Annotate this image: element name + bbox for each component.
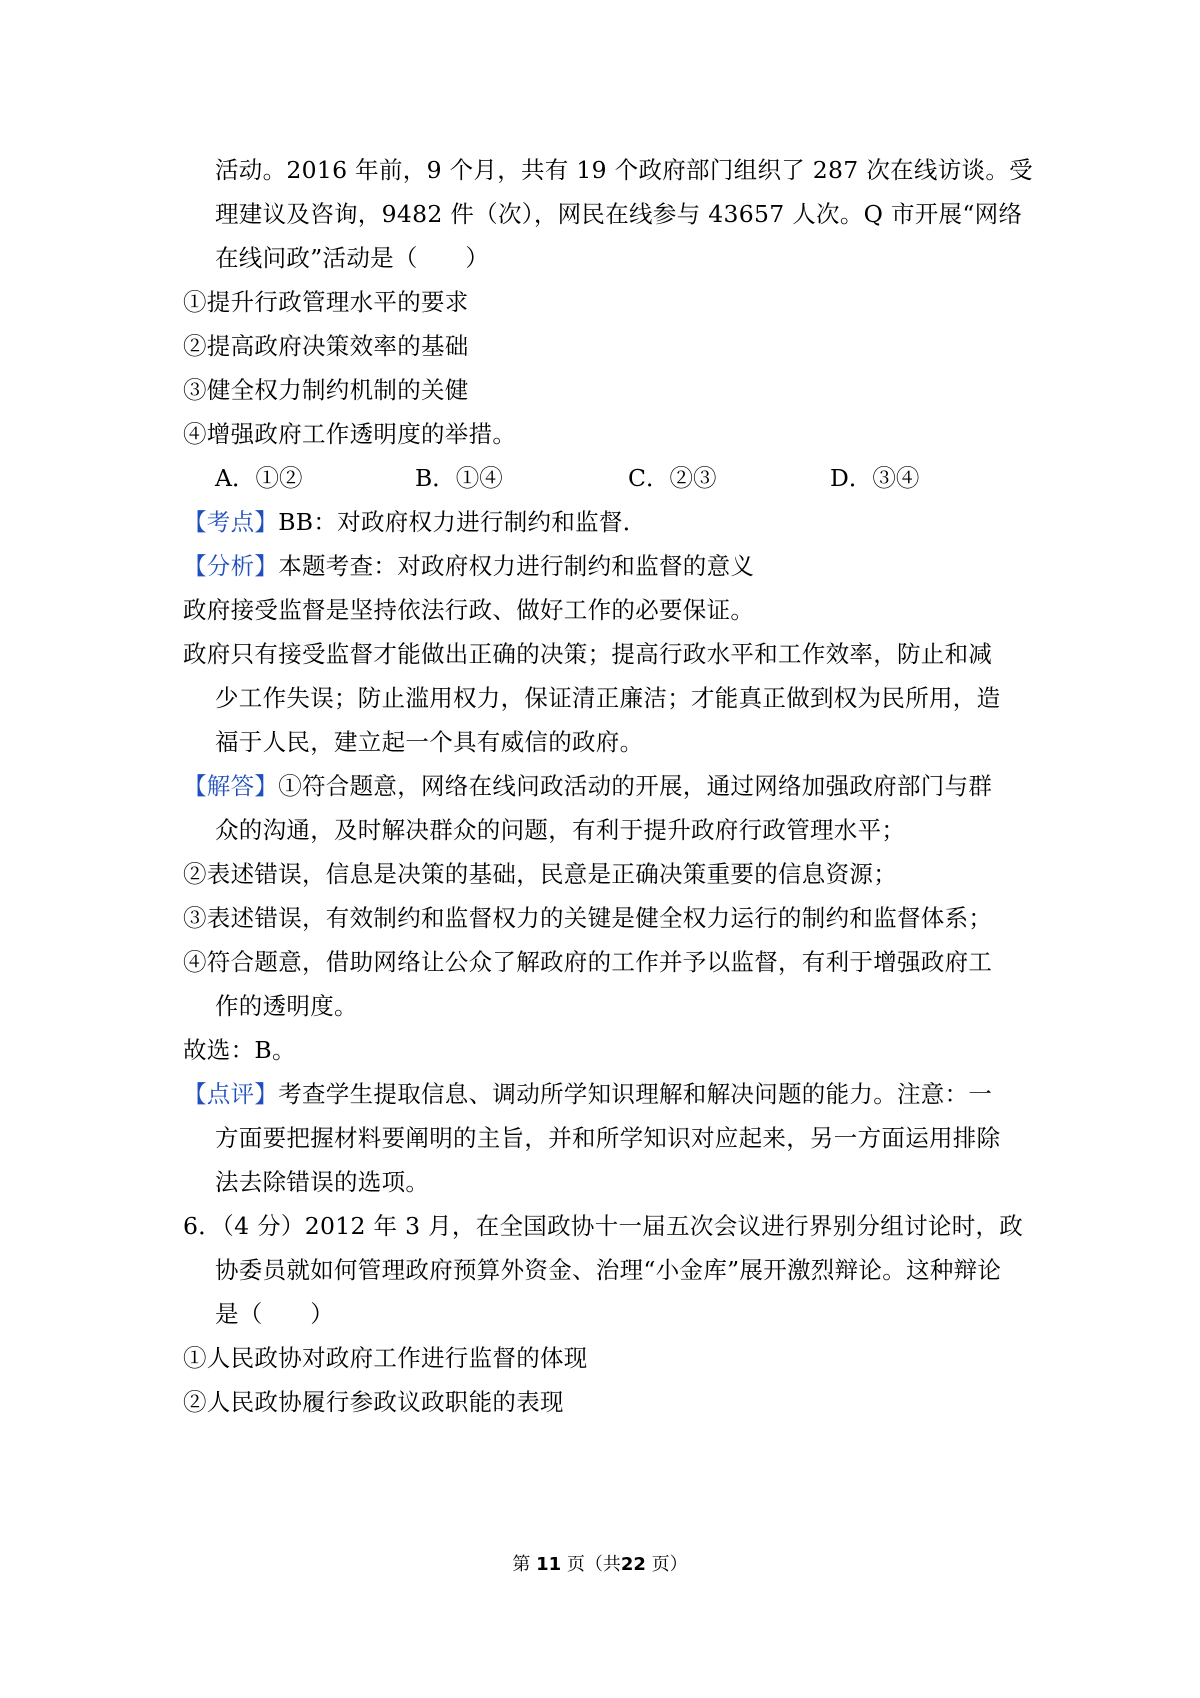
q6-statement: ②人民政协履行参政议政职能的表现 — [183, 1388, 564, 1416]
dianping-paragraph-line: 法去除错误的选项。 — [215, 1168, 430, 1196]
q5-stem-line: 活动。2016 年前，9 个月，共有 19 个政府部门组织了 287 次在线访谈。受 — [215, 156, 1033, 184]
jieda-tag: 【解答】 — [183, 772, 279, 800]
jieda-text: ①符合题意，网络在线问政活动的开展，通过网络加强政府部门与群 — [278, 772, 993, 800]
q6-stem-line: 是（ ） — [215, 1300, 334, 1328]
fenxi-text: 本题考查：对政府权力进行制约和监督的意义 — [278, 552, 755, 580]
footer-prefix: 第 — [512, 1554, 531, 1575]
q5-statement: ②提高政府决策效率的基础 — [183, 332, 469, 360]
fenxi-paragraph-line: 少工作失误；防止滥用权力，保证清正廉洁；才能真正做到权为民所用，造 — [215, 684, 1001, 712]
dianping-line — [183, 1070, 1023, 1118]
page-footer — [0, 1550, 1200, 1580]
q6-stem-line: 协委员就如何管理政府预算外资金、治理“小金库”展开激烈辩论。这种辩论 — [215, 1256, 1002, 1284]
fenxi-paragraph-line: 政府接受监督是坚持依法行政、做好工作的必要保证。 — [183, 596, 755, 624]
dianping-paragraph-line: 方面要把握材料要阐明的主旨，并和所学知识对应起来，另一方面运用排除 — [215, 1124, 1001, 1152]
footer-middle: 页（共 — [566, 1554, 621, 1575]
kaodian-text: BB：对政府权力进行制约和监督． — [278, 508, 647, 536]
footer-page-number: 11 — [536, 1554, 562, 1575]
jieda-paragraph-line: ③表述错误，有效制约和监督权力的关键是健全权力运行的制约和监督体系； — [183, 904, 993, 932]
q6-statement: ①人民政协对政府工作进行监督的体现 — [183, 1344, 588, 1372]
footer-suffix: 页） — [651, 1554, 688, 1575]
jieda-line — [183, 762, 1023, 810]
jieda-paragraph-line: ②表述错误，信息是决策的基础，民意是正确决策重要的信息资源； — [183, 860, 897, 888]
dianping-tag: 【点评】 — [183, 1080, 279, 1108]
q5-option-a: A．①② — [215, 464, 303, 492]
q5-stem-line: 理建议及咨询，9482 件（次），网民在线参与 43657 人次。Q 市开展“网络 — [215, 200, 1023, 228]
q5-option-c: C．②③ — [628, 464, 717, 492]
q5-statement: ③健全权力制约机制的关健 — [183, 376, 469, 404]
fenxi-line — [183, 542, 1023, 590]
jieda-paragraph-line: ④符合题意，借助网络让公众了解政府的工作并予以监督，有利于增强政府工 — [183, 948, 993, 976]
fenxi-tag: 【分析】 — [183, 552, 279, 580]
q5-statement: ①提升行政管理水平的要求 — [183, 288, 469, 316]
kaodian-tag: 【考点】 — [183, 508, 279, 536]
q5-option-b: B．①④ — [415, 464, 503, 492]
q6-stem-line: 6．（4 分）2012 年 3 月，在全国政协十一届五次会议进行界别分组讨论时，政 — [183, 1212, 1024, 1240]
fenxi-paragraph-line: 政府只有接受监督才能做出正确的决策；提高行政水平和工作效率，防止和减 — [183, 640, 993, 668]
jieda-paragraph-line: 作的透明度。 — [215, 992, 358, 1020]
kaodian-line — [183, 498, 1023, 546]
q5-statement: ④增强政府工作透明度的举措。 — [183, 420, 517, 448]
q5-stem-line: 在线问政”活动是（ ） — [215, 244, 490, 272]
fenxi-paragraph-line: 福于人民，建立起一个具有威信的政府。 — [215, 728, 644, 756]
answer-line: 故选：B。 — [183, 1036, 296, 1064]
footer-total-pages: 22 — [620, 1554, 646, 1575]
dianping-text: 考查学生提取信息、调动所学知识理解和解决问题的能力。注意：一 — [278, 1080, 993, 1108]
jieda-paragraph-line: 众的沟通，及时解决群众的问题，有利于提升政府行政管理水平； — [215, 816, 906, 844]
q5-option-d: D．③④ — [830, 464, 920, 492]
